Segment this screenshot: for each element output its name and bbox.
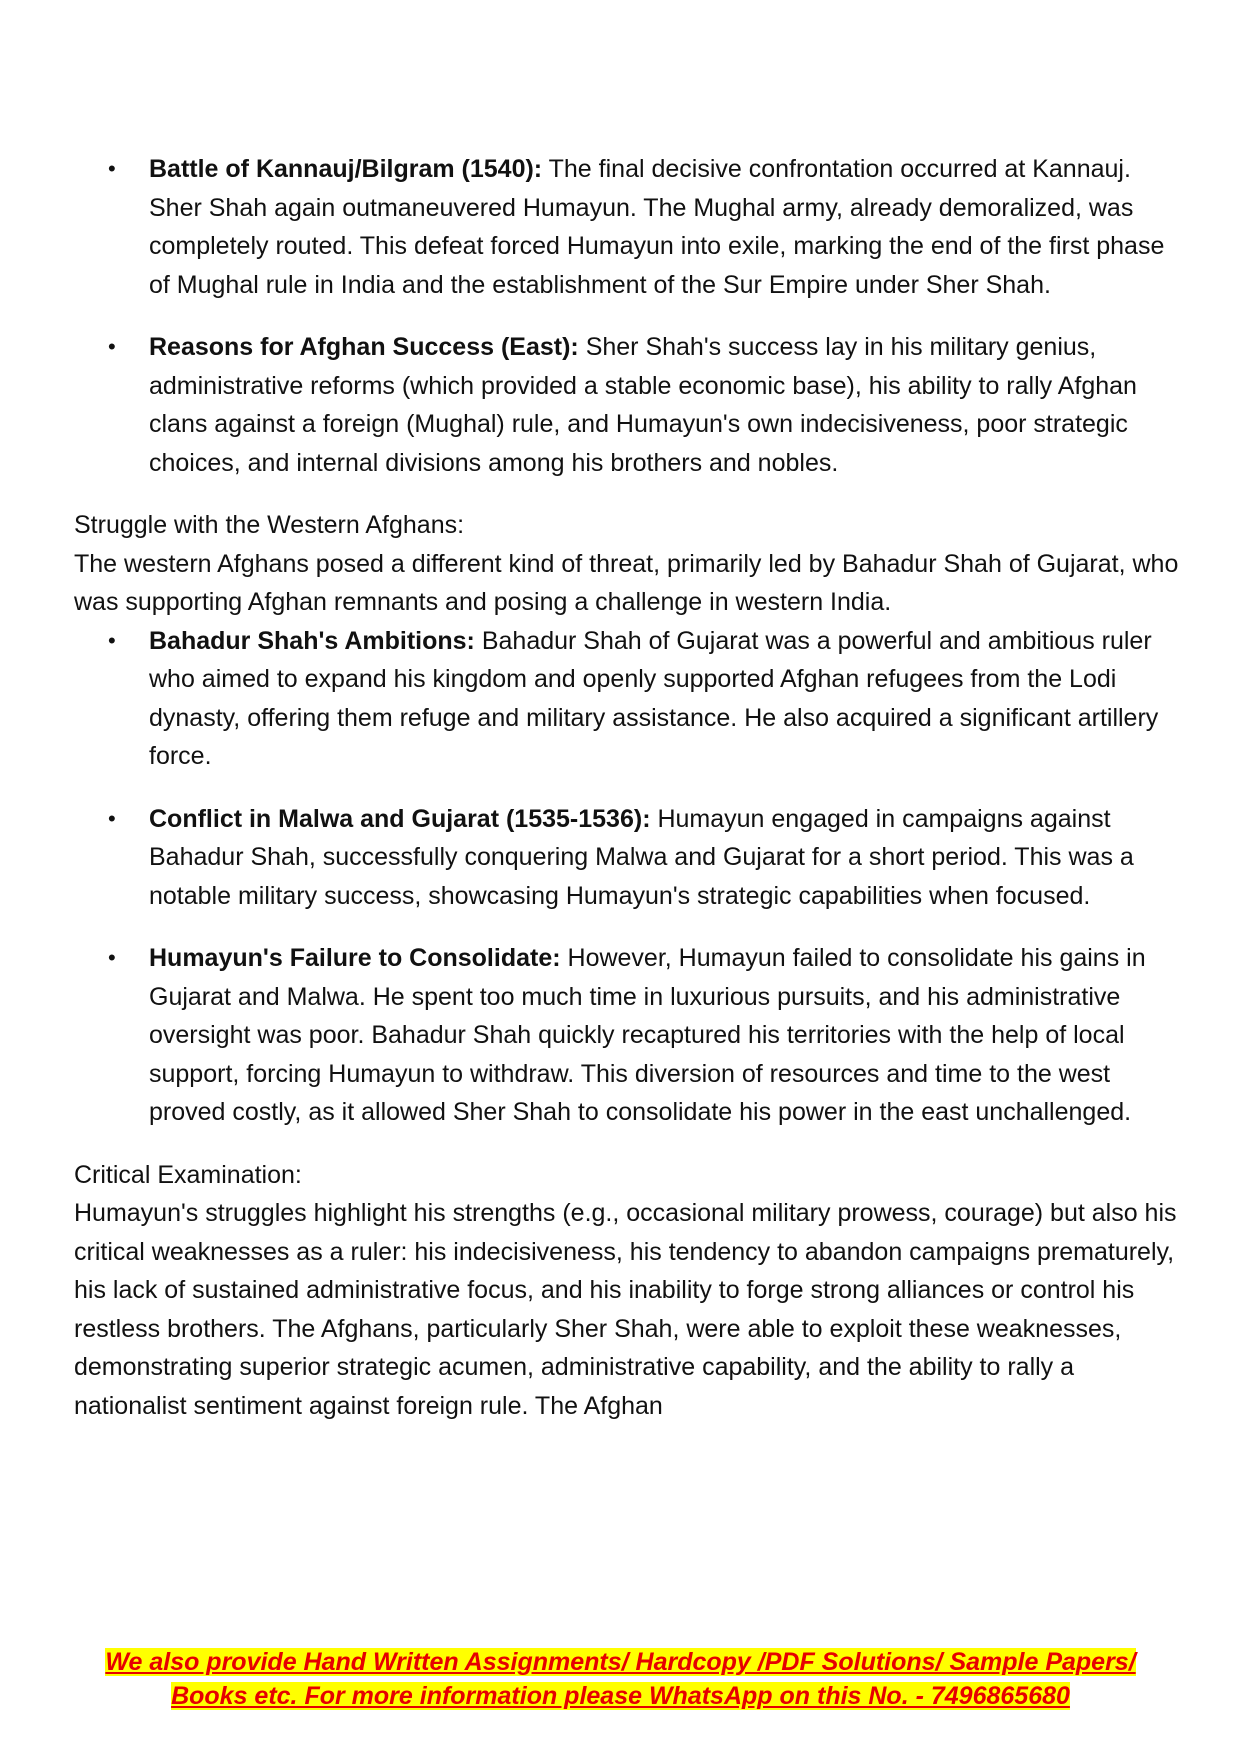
section-heading-critical: Critical Examination: [74,1160,302,1189]
bullet-title: Bahadur Shah's Ambitions: [149,626,475,655]
paragraph-western: The western Afghans posed a different kind of threat, primarily led by Bahadur Shah of Gujarat, who was supporting Afghan remnants and posing a challenge in western India. [74,549,1179,616]
bullet-text: However, Humayun failed to consolidate his gains in Gujarat and Malwa. He spent too much time in luxurious pursuits, and his administrative oversight was poor. Bahadur Shah quickly recaptured his territories with the help of local support, forcing Humayun to withdraw. This diversion of resources and time to the west proved costly, as it allowed Sher Shah to consolidate his power in the east unchallenged. [149,944,1146,1126]
bullet-text: The final decisive confrontation occurred at Kannauj. Sher Shah again outmaneuvered Humayun. The Mughal army, already demoralized, was completely routed. This defeat forced Humayun into exile, marking the end of the first phase of Mughal rule in India and the establishment of the Sur Empire under Sher Shah. [149,155,1165,299]
bullet-title: Reasons for Afghan Success (East): [149,333,579,361]
footer-line-2: Books etc. For more information please WhatsApp on this No. - 7496865680 [171,1682,1070,1710]
bullet-title: Humayun's Failure to Consolidate: [149,944,561,972]
bullet-text: Humayun engaged in campaigns against Bahadur Shah, successfully conquering Malwa and Gujarat for a short period. This was a notable military success, showcasing Humayun's strategic capabilities when focused. [149,804,1134,910]
bullet-list-western [74,622,1184,1132]
bullet-text: Bahadur Shah of Gujarat was a powerful and ambitious ruler who aimed to expand his kingdom and openly supported Afghan refugees from the Lodi dynasty, offering them refuge and military assistance. He also acquired a significant artillery force. [149,626,1159,770]
bullet-text: Sher Shah's success lay in his military genius, administrative reforms (which provided a stable economic base), his ability to rally Afghan clans against a foreign (Mughal) rule, and Humayun's own indecisiveness, poor strategic choices, and internal divisions among his brothers and nobles. [149,333,1137,477]
list-item [74,939,1184,1132]
list-item [74,328,1184,482]
document-body [74,150,1184,1425]
bullet-title: Conflict in Malwa and Gujarat (1535-1536): [149,804,651,833]
section-heading-western: Struggle with the Western Afghans: [74,511,465,539]
bullet-list-eastern [74,150,1184,482]
paragraph-critical: Humayun's struggles highlight his strengths (e.g., occasional military prowess, courage) but also his critical weaknesses as a ruler: his indecisiveness, his tendency to abandon campaigns prematurely, his lack of sustained administrative focus, and his inability to forge strong alliances or control his restless brothers. The Afghans, particularly Sher Shah, were able to exploit these weaknesses, demonstrating superior strategic acumen, administrative capability, and the ability to rally a nationalist sentiment against foreign rule. The Afghan [74,1199,1177,1420]
list-item [74,622,1184,776]
bullet-title: Battle of Kannauj/Bilgram (1540): [149,155,543,183]
list-item [74,800,1184,916]
footer-line-1: We also provide Hand Written Assignments/ Hardcopy /PDF Solutions/ Sample Papers/ [105,1648,1136,1676]
footer-advertisement [0,1645,1241,1713]
list-item [74,150,1184,304]
